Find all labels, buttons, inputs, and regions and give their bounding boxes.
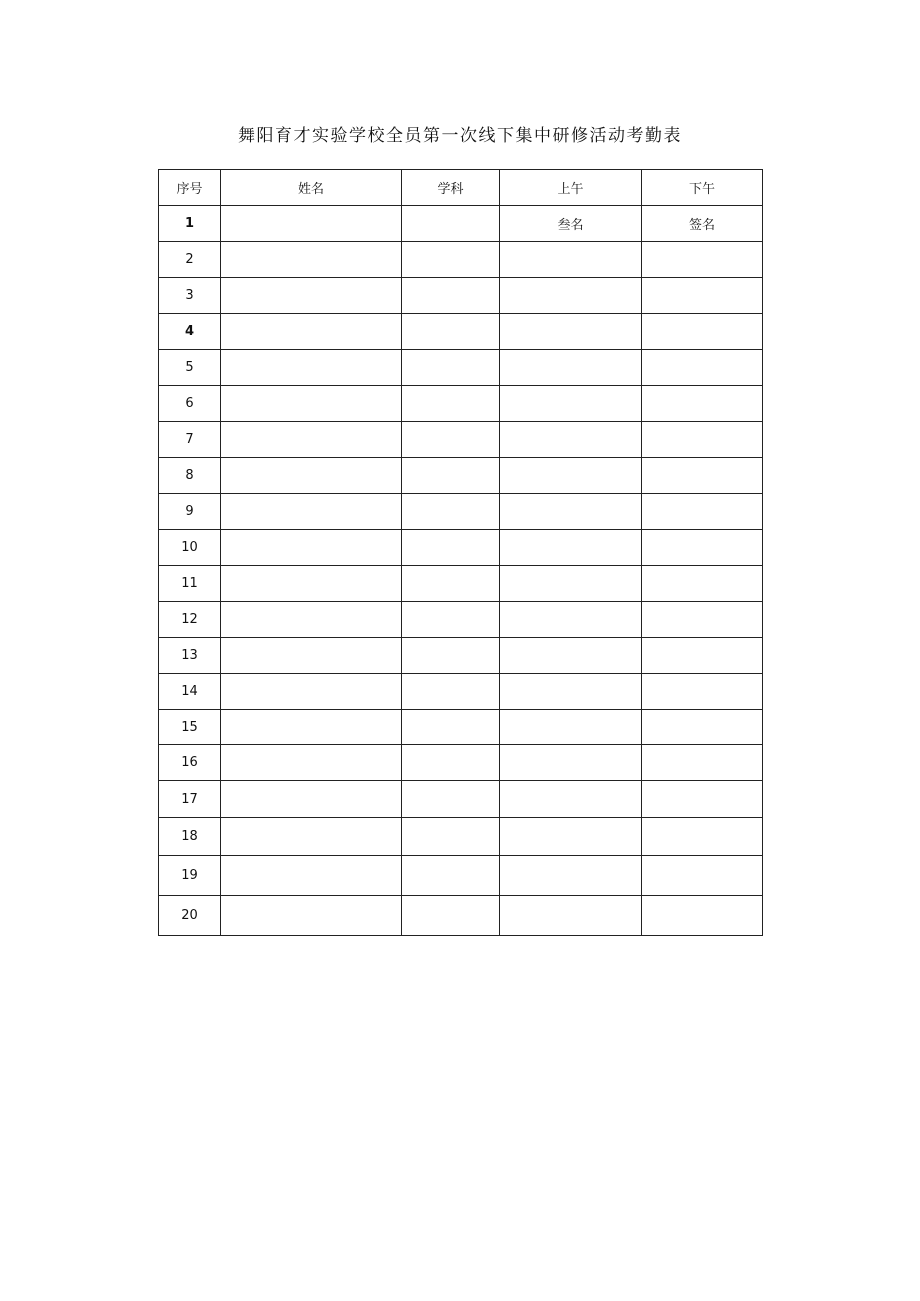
row-index: 8 bbox=[159, 458, 221, 494]
subject-cell[interactable] bbox=[402, 314, 500, 350]
subject-cell[interactable] bbox=[402, 386, 500, 422]
subject-cell[interactable] bbox=[402, 896, 500, 936]
row-index: 15 bbox=[159, 710, 221, 745]
afternoon-sign-cell[interactable] bbox=[642, 896, 763, 936]
table-row bbox=[159, 856, 763, 896]
table-row bbox=[159, 494, 763, 530]
subject-cell[interactable] bbox=[402, 494, 500, 530]
row-index: 12 bbox=[159, 602, 221, 638]
morning-sign-cell[interactable] bbox=[500, 818, 642, 856]
afternoon-sign-cell[interactable] bbox=[642, 494, 763, 530]
row-index: 4 bbox=[159, 314, 221, 350]
table-row bbox=[159, 638, 763, 674]
morning-sign-cell[interactable] bbox=[500, 710, 642, 745]
afternoon-sign-cell[interactable] bbox=[642, 530, 763, 566]
subject-cell[interactable] bbox=[402, 350, 500, 386]
afternoon-sign-cell[interactable] bbox=[642, 386, 763, 422]
morning-sign-cell: 叁名 bbox=[500, 206, 642, 242]
morning-sign-cell[interactable] bbox=[500, 745, 642, 781]
subject-cell[interactable] bbox=[402, 422, 500, 458]
row-index: 19 bbox=[159, 856, 221, 896]
morning-sign-cell[interactable] bbox=[500, 494, 642, 530]
table-row bbox=[159, 242, 763, 278]
name-cell[interactable] bbox=[221, 896, 402, 936]
table-row bbox=[159, 896, 763, 936]
table-row bbox=[159, 602, 763, 638]
subject-cell[interactable] bbox=[402, 602, 500, 638]
table-row bbox=[159, 566, 763, 602]
name-cell[interactable] bbox=[221, 745, 402, 781]
morning-sign-cell[interactable] bbox=[500, 314, 642, 350]
row-index: 11 bbox=[159, 566, 221, 602]
name-cell[interactable] bbox=[221, 818, 402, 856]
table-row bbox=[159, 674, 763, 710]
subject-cell[interactable] bbox=[402, 710, 500, 745]
morning-sign-cell[interactable] bbox=[500, 350, 642, 386]
header-morning: 上午 bbox=[500, 170, 642, 206]
document-title: 舞阳育才实验学校全员第一次线下集中研修活动考勤表 bbox=[238, 126, 682, 146]
name-cell[interactable] bbox=[221, 458, 402, 494]
row-index: 1 bbox=[159, 206, 221, 242]
header-name: 姓名 bbox=[221, 170, 402, 206]
name-cell[interactable] bbox=[221, 206, 402, 242]
morning-sign-cell[interactable] bbox=[500, 422, 642, 458]
morning-sign-cell[interactable] bbox=[500, 386, 642, 422]
subject-cell[interactable] bbox=[402, 278, 500, 314]
table-row bbox=[159, 422, 763, 458]
afternoon-sign-cell[interactable] bbox=[642, 674, 763, 710]
afternoon-sign-cell[interactable] bbox=[642, 818, 763, 856]
row-index: 6 bbox=[159, 386, 221, 422]
subject-cell[interactable] bbox=[402, 745, 500, 781]
name-cell[interactable] bbox=[221, 710, 402, 745]
row-index: 13 bbox=[159, 638, 221, 674]
morning-sign-cell[interactable] bbox=[500, 781, 642, 818]
header-subject: 学科 bbox=[402, 170, 500, 206]
row-index: 3 bbox=[159, 278, 221, 314]
row-index: 14 bbox=[159, 674, 221, 710]
afternoon-sign-cell[interactable] bbox=[642, 602, 763, 638]
row-index: 16 bbox=[159, 745, 221, 781]
name-cell[interactable] bbox=[221, 638, 402, 674]
morning-sign-cell[interactable] bbox=[500, 458, 642, 494]
afternoon-sign-cell[interactable] bbox=[642, 745, 763, 781]
name-cell[interactable] bbox=[221, 314, 402, 350]
table-row bbox=[159, 278, 763, 314]
name-cell[interactable] bbox=[221, 602, 402, 638]
table-row bbox=[159, 530, 763, 566]
header-row bbox=[159, 170, 763, 206]
afternoon-sign-cell[interactable] bbox=[642, 242, 763, 278]
morning-sign-cell[interactable] bbox=[500, 566, 642, 602]
row-index: 10 bbox=[159, 530, 221, 566]
name-cell[interactable] bbox=[221, 530, 402, 566]
row-index: 5 bbox=[159, 350, 221, 386]
subject-cell[interactable] bbox=[402, 458, 500, 494]
morning-sign-cell[interactable] bbox=[500, 602, 642, 638]
afternoon-sign-cell[interactable] bbox=[642, 638, 763, 674]
table-row bbox=[159, 458, 763, 494]
afternoon-sign-cell[interactable] bbox=[642, 781, 763, 818]
afternoon-sign-cell[interactable] bbox=[642, 314, 763, 350]
name-cell[interactable] bbox=[221, 422, 402, 458]
morning-sign-cell[interactable] bbox=[500, 896, 642, 936]
name-cell[interactable] bbox=[221, 494, 402, 530]
subject-cell[interactable] bbox=[402, 638, 500, 674]
table-row bbox=[159, 745, 763, 781]
subject-cell[interactable] bbox=[402, 530, 500, 566]
name-cell[interactable] bbox=[221, 566, 402, 602]
table-row bbox=[159, 386, 763, 422]
morning-sign-cell[interactable] bbox=[500, 278, 642, 314]
afternoon-sign-cell[interactable] bbox=[642, 422, 763, 458]
subject-cell[interactable] bbox=[402, 781, 500, 818]
morning-sign-cell[interactable] bbox=[500, 530, 642, 566]
row-index: 9 bbox=[159, 494, 221, 530]
name-cell[interactable] bbox=[221, 350, 402, 386]
name-cell[interactable] bbox=[221, 674, 402, 710]
afternoon-sign-cell[interactable] bbox=[642, 458, 763, 494]
name-cell[interactable] bbox=[221, 386, 402, 422]
table-row bbox=[159, 350, 763, 386]
attendance-table bbox=[158, 169, 763, 936]
afternoon-sign-cell[interactable] bbox=[642, 566, 763, 602]
row-index: 17 bbox=[159, 781, 221, 818]
subject-cell[interactable] bbox=[402, 242, 500, 278]
table-row bbox=[159, 206, 763, 242]
table-row bbox=[159, 710, 763, 745]
table-row bbox=[159, 781, 763, 818]
morning-sign-cell[interactable] bbox=[500, 674, 642, 710]
header-index: 序号 bbox=[159, 170, 221, 206]
subject-cell[interactable] bbox=[402, 818, 500, 856]
morning-sign-cell[interactable] bbox=[500, 242, 642, 278]
name-cell[interactable] bbox=[221, 856, 402, 896]
subject-cell[interactable] bbox=[402, 206, 500, 242]
afternoon-sign-cell[interactable] bbox=[642, 856, 763, 896]
header-afternoon: 下午 bbox=[642, 170, 763, 206]
name-cell[interactable] bbox=[221, 781, 402, 818]
row-index: 2 bbox=[159, 242, 221, 278]
morning-sign-cell[interactable] bbox=[500, 856, 642, 896]
row-index: 7 bbox=[159, 422, 221, 458]
row-index: 18 bbox=[159, 818, 221, 856]
afternoon-sign-cell[interactable] bbox=[642, 710, 763, 745]
afternoon-sign-cell[interactable] bbox=[642, 350, 763, 386]
name-cell[interactable] bbox=[221, 242, 402, 278]
table-row bbox=[159, 314, 763, 350]
morning-sign-cell[interactable] bbox=[500, 638, 642, 674]
subject-cell[interactable] bbox=[402, 856, 500, 896]
afternoon-sign-cell: 签名 bbox=[642, 206, 763, 242]
table-row bbox=[159, 818, 763, 856]
name-cell[interactable] bbox=[221, 278, 402, 314]
subject-cell[interactable] bbox=[402, 674, 500, 710]
afternoon-sign-cell[interactable] bbox=[642, 278, 763, 314]
subject-cell[interactable] bbox=[402, 566, 500, 602]
row-index: 20 bbox=[159, 896, 221, 936]
